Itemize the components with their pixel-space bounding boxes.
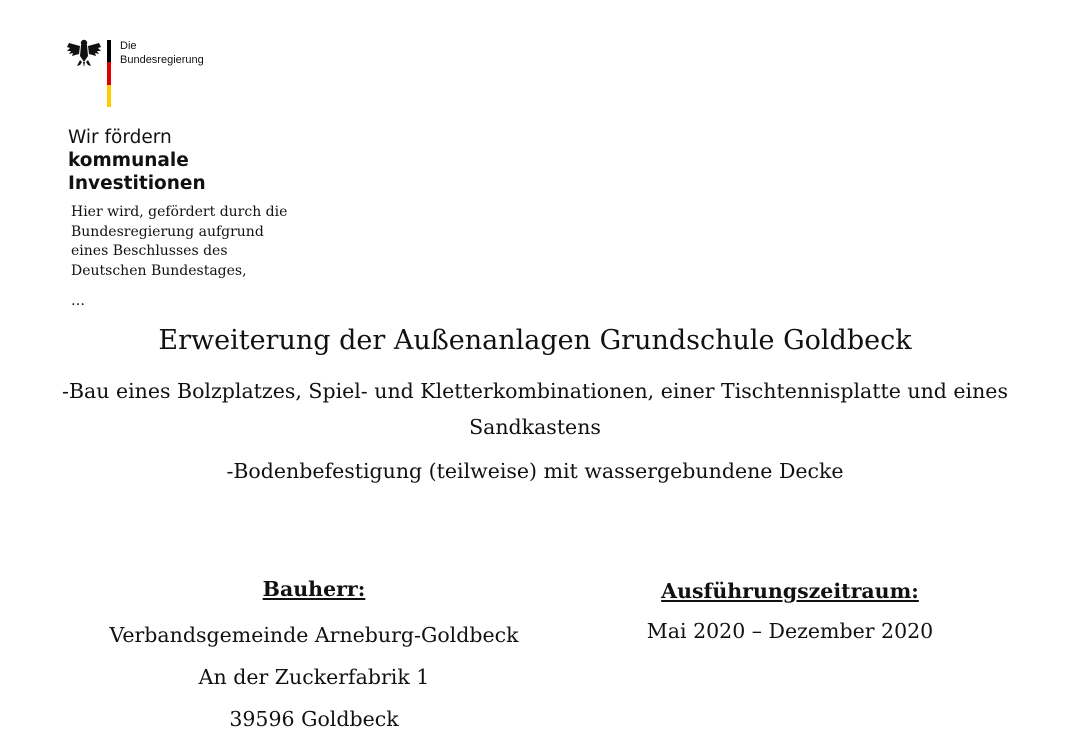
funding-note-line: Deutschen Bundestages, bbox=[71, 263, 247, 280]
german-flag-bar bbox=[107, 40, 111, 107]
program-slogan bbox=[68, 126, 206, 195]
gov-wordmark bbox=[120, 39, 230, 67]
federal-eagle-icon bbox=[67, 38, 101, 68]
funding-note-line: Bundesregierung aufgrund bbox=[71, 223, 264, 240]
flag-gold-stripe bbox=[107, 85, 111, 107]
slogan-line-1: Wir fördern bbox=[68, 127, 172, 148]
bundesregierung-logo bbox=[67, 38, 227, 110]
bauherr-name: Verbandsgemeinde Arneburg-Goldbeck bbox=[109, 623, 519, 647]
gov-line-die: Die bbox=[120, 40, 137, 52]
flag-black-stripe bbox=[107, 40, 111, 62]
flag-red-stripe bbox=[107, 62, 111, 84]
zeitraum-block bbox=[580, 574, 1000, 652]
slogan-line-3: Investitionen bbox=[68, 173, 206, 194]
project-subtitle-surface: -Bodenbefestigung (teilweise) mit wassergebundene Decke bbox=[226, 459, 844, 483]
zeitraum-period: Mai 2020 – Dezember 2020 bbox=[646, 619, 934, 643]
gov-line-bundesregierung: Bundesregierung bbox=[120, 54, 204, 66]
funding-note-line: Hier wird, gefördert durch die bbox=[71, 204, 288, 220]
funding-note-line: eines Beschlusses des bbox=[71, 243, 228, 260]
project-subtitle-construction: -Bau eines Bolzplatzes, Spiel- und Kletterkombinationen, einer Tischtennisplatte und eines Sandkastens bbox=[62, 379, 1008, 439]
slogan-line-2: kommunale bbox=[68, 150, 189, 171]
bauherr-heading: Bauherr: bbox=[262, 577, 366, 601]
bauherr-city: 39596 Goldbeck bbox=[229, 707, 399, 731]
funding-note-ellipsis: … bbox=[71, 292, 85, 309]
project-title: Erweiterung der Außenanlagen Grundschule Goldbeck bbox=[158, 325, 912, 356]
zeitraum-heading: Ausführungszeitraum: bbox=[661, 579, 919, 603]
funding-note bbox=[71, 203, 311, 312]
bauherr-street: An der Zuckerfabrik 1 bbox=[198, 665, 430, 689]
bauherr-block bbox=[64, 572, 564, 740]
